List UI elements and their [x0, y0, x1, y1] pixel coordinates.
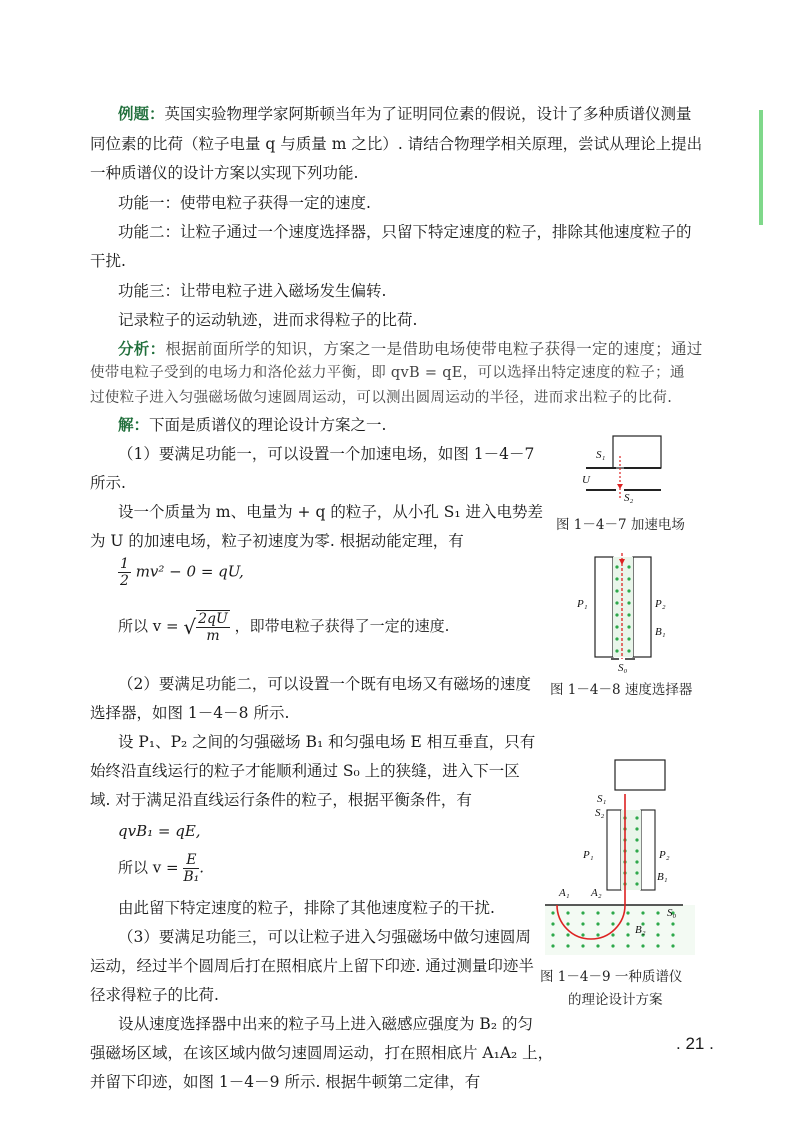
field-dot	[566, 922, 569, 925]
page-edge-tab	[759, 110, 763, 225]
field-dot	[581, 911, 584, 914]
field-dot	[615, 649, 618, 652]
part1-line-2: 所示.	[90, 474, 126, 492]
field-dot	[671, 933, 674, 936]
plate-p1	[607, 810, 621, 890]
field-dot	[656, 944, 659, 947]
field-dot	[615, 601, 618, 604]
part3-line-1: （3）要满足功能三，可以让粒子进入匀强磁场中做匀速圆周	[118, 928, 531, 946]
label-p2: P₂	[659, 849, 670, 861]
figure-9-caption-line-2: 的理论设计方案	[568, 992, 663, 1008]
function-2: 功能二：让粒子通过一个速度选择器，只留下特定速度的粒子，排除其他速度粒子的	[118, 223, 692, 241]
analysis-line-3: 过使粒子进入匀强磁场做匀速圆周运动，可以测出圆周运动的半径，进而求出粒子的比荷.	[90, 390, 673, 406]
analysis-line-1	[118, 339, 703, 359]
field-dot	[615, 589, 618, 592]
field-dot	[626, 922, 629, 925]
field-dot	[626, 944, 629, 947]
label-a2: A₂	[591, 887, 602, 899]
field-dot	[627, 601, 630, 604]
field-dot	[611, 933, 614, 936]
field-dot	[635, 882, 638, 885]
field-dot	[615, 577, 618, 580]
field-dot	[611, 911, 614, 914]
field-dot	[596, 933, 599, 936]
fraction-denominator: 2	[120, 573, 129, 589]
kinetic-energy-equation	[118, 556, 244, 589]
field-dot	[635, 816, 638, 819]
label-b1: B₁	[655, 626, 666, 638]
power-box	[613, 436, 661, 468]
plate-p2	[633, 557, 651, 657]
selector-velocity-equation	[118, 852, 204, 885]
label-u: U	[582, 474, 590, 486]
field-dot	[551, 922, 554, 925]
e-over-b-fraction	[183, 852, 199, 885]
analysis-label: 分析：	[118, 339, 166, 358]
field-dot	[581, 922, 584, 925]
field-dot	[615, 625, 618, 628]
label-a1: A₁	[559, 887, 570, 899]
path-arrow	[617, 484, 623, 489]
field-dot	[627, 625, 630, 628]
solution-line	[118, 415, 386, 435]
field-dot	[566, 933, 569, 936]
figure-9-caption-line-1: 图 1－4－9 一种质谱仪	[540, 969, 683, 985]
field-dot	[596, 922, 599, 925]
fraction-denominator: m	[206, 628, 220, 644]
part3-line-4	[118, 1014, 558, 1034]
field-dot	[627, 637, 630, 640]
field-dot	[626, 911, 629, 914]
example-line-2: 同位素的比荷（粒子电量 q 与质量 m 之比）. 请结合物理学相关原理，尝试从理论上提出	[90, 135, 703, 153]
field-dot	[635, 827, 638, 830]
equation-prefix: 所以 v =	[118, 858, 179, 877]
field-dot	[635, 838, 638, 841]
part1-line-1: （1）要满足功能一，可以设置一个加速电场，如图 1－4－7	[118, 445, 535, 463]
field-dot	[551, 933, 554, 936]
equation-rest: mv² − 0 = qU,	[135, 562, 244, 581]
field-dot	[551, 944, 554, 947]
figure-mass-spectrometer	[545, 748, 695, 963]
part3-line-6: 并留下印迹，如图 1－4－9 所示. 根据牛顿第二定律，有	[90, 1073, 481, 1091]
equation-suffix: .	[199, 858, 205, 877]
part3-line-3: 径求得粒子的比荷.	[90, 986, 219, 1004]
field-region	[613, 557, 633, 657]
part3-text: 设从速度选择器中出来的粒子马上进入磁感应强度为 B₂ 的匀	[118, 1015, 533, 1033]
label-s1: S₁	[597, 793, 607, 805]
part2-line-5: 域. 对于满足沿直线运行条件的粒子，根据平衡条件，有	[90, 791, 472, 809]
label-p1: P₁	[577, 598, 588, 610]
function-1: 功能一：使带电粒子获得一定的速度.	[118, 194, 371, 212]
label-p1: P₁	[583, 849, 594, 861]
field-dot	[641, 944, 644, 947]
figure-7-caption: 图 1－4－7 加速电场	[556, 517, 685, 533]
part3-line-5: 强磁场区域，在该区域内做匀速圆周运动，打在照相底片 A₁A₂ 上，	[90, 1044, 554, 1062]
example-line-1	[118, 104, 692, 124]
field-dot	[671, 922, 674, 925]
part3-line-2: 运动，经过半个圆周后打在照相底片上留下印迹. 通过测量印迹半	[90, 957, 534, 975]
field-dot	[627, 613, 630, 616]
field-dot	[615, 565, 618, 568]
field-dot	[566, 911, 569, 914]
label-s0: S₀	[618, 662, 628, 674]
field-dot	[627, 589, 630, 592]
field-dot	[611, 922, 614, 925]
fraction-numerator: E	[183, 852, 199, 869]
analysis-text: 根据前面所学的知识，方案之一是借助电场使带电粒子获得一定的速度；通过	[165, 340, 703, 358]
part2-line-1: （2）要满足功能二，可以设置一个既有电场又有磁场的速度	[118, 675, 531, 693]
plate-p2	[641, 810, 655, 890]
field-dot	[635, 871, 638, 874]
page-edge-decoration	[762, 240, 774, 390]
equation-prefix: 所以 v =	[118, 617, 179, 635]
label-b1: B₁	[657, 871, 668, 883]
field-dot	[566, 944, 569, 947]
field-dot	[626, 933, 629, 936]
field-dot	[615, 637, 618, 640]
field-dot	[671, 944, 674, 947]
balance-equation: qvB₁ = qE,	[118, 822, 201, 840]
velocity-equation	[118, 610, 449, 644]
field-dot	[635, 860, 638, 863]
field-dot	[656, 933, 659, 936]
part1-line-4: 为 U 的加速电场，粒子初速度为零. 根据动能定理，有	[90, 532, 464, 550]
field-dot	[596, 944, 599, 947]
figure-velocity-selector	[575, 549, 685, 674]
power-box	[615, 760, 665, 790]
plate-p1	[595, 557, 613, 657]
field-dot	[641, 911, 644, 914]
field-dot	[635, 849, 638, 852]
part1-line-3: 设一个质量为 m、电量为 + q 的粒子，从小孔 S₁ 进入电势差	[118, 503, 544, 521]
part2-line-3: 设 P₁、P₂ 之间的匀强磁场 B₁ 和匀强电场 E 相互垂直，只有	[118, 733, 536, 751]
sqrt-fraction	[196, 610, 230, 644]
solution-intro: 下面是质谱仪的理论设计方案之一.	[149, 416, 387, 434]
equation-suffix: ，即带电粒子获得了一定的速度.	[234, 617, 450, 635]
example-line-3: 一种质谱仪的设计方案以实现下列功能.	[90, 164, 359, 182]
field-dot	[656, 922, 659, 925]
label-p2: P₂	[655, 598, 666, 610]
field-dot	[615, 613, 618, 616]
half-fraction	[118, 556, 131, 589]
page-number: . 21 .	[676, 1034, 714, 1053]
label-s2: S₂	[595, 807, 605, 819]
analysis-line-2: 使带电粒子受到的电场力和洛伦兹力平衡，即 qvB = qE，可以选择出特定速度的粒子；通	[90, 365, 685, 381]
function-3: 功能三：让带电粒子进入磁场发生偏转.	[118, 282, 387, 300]
field-dot	[627, 649, 630, 652]
field-dot	[627, 577, 630, 580]
fraction-numerator: 2qU	[198, 611, 228, 627]
field-dot	[627, 565, 630, 568]
solution-label: 解：	[118, 415, 150, 434]
selector-conclusion: 由此留下特定速度的粒子，排除了其他速度粒子的干扰.	[118, 899, 495, 917]
field-dot	[581, 944, 584, 947]
field-dot	[611, 944, 614, 947]
example-label: 例题：	[118, 104, 165, 123]
fraction-denominator: B₁	[183, 869, 200, 885]
label-s2: S₂	[624, 492, 634, 503]
part2-line-4: 始终沿直线运行的粒子才能顺利通过 S₀ 上的狭缝，进入下一区	[90, 762, 520, 780]
field-dot	[581, 933, 584, 936]
label-s1: S₁	[596, 449, 606, 461]
figure-acceleration-field	[566, 428, 696, 503]
field-dot	[551, 911, 554, 914]
field-dot	[596, 911, 599, 914]
part2-line-2: 选择器，如图 1－4－8 所示.	[90, 704, 290, 722]
function-2-cont: 干扰.	[90, 252, 126, 270]
label-s0: S₀	[667, 907, 677, 919]
figure-8-caption: 图 1－4－8 速度选择器	[550, 682, 693, 698]
fraction-numerator: 1	[120, 556, 129, 572]
label-b2: B₂	[635, 924, 646, 936]
field-dot	[656, 911, 659, 914]
sqrt-sign: √	[183, 615, 197, 639]
record-line: 记录粒子的运动轨迹，进而求得粒子的比荷.	[118, 311, 418, 329]
example-text: 英国实验物理学家阿斯顿当年为了证明同位素的假说，设计了多种质谱仪测量	[164, 105, 692, 123]
